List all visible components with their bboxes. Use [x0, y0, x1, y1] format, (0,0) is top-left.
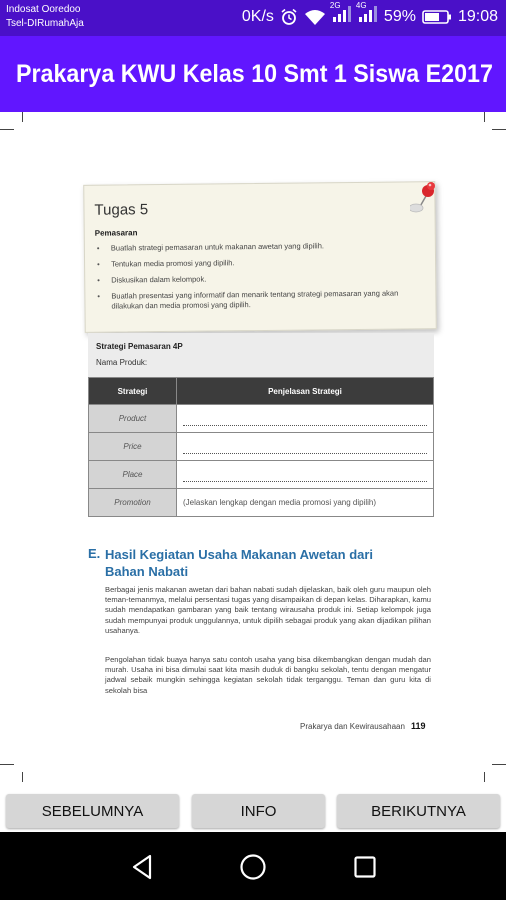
table-row — [89, 489, 434, 517]
section-title: Hasil Kegiatan Usaha Makanan Awetan dari Bahan Nabati — [105, 547, 374, 579]
crop-mark — [22, 772, 23, 782]
task-card — [83, 181, 437, 333]
dotted-line — [183, 416, 427, 426]
pushpin-icon — [410, 180, 440, 214]
list-item: • Diskusikan dalam kelompok. — [95, 272, 430, 286]
alarm-icon — [280, 8, 298, 26]
row-label: Promotion — [89, 489, 177, 517]
row-label: Product — [89, 405, 177, 433]
paragraph: Berbagai jenis makanan awetan dari bahan nabati sudah dijelaskan, baik oleh guru maupun oleh teman-temanmya, melalui persentasi tugas yang disampaikan di depan kelas. Diharapkan, kamu sudah mendapatkan gambaran yang baik tentang wirausaha produk ini. Setiap kelompok juga sudah mempunyai produk unggulannya, untuk dipilih sebagai produk yang akan dijadikan pilihan usahanya. — [105, 585, 431, 635]
signal-4g-group — [355, 1, 378, 27]
home-button[interactable] — [236, 850, 270, 884]
strategy-header — [88, 333, 434, 377]
crop-mark — [22, 112, 23, 122]
battery-icon — [422, 9, 452, 25]
strategy-table — [88, 377, 434, 517]
paragraph: Pengolahan tidak buaya hanya satu contoh usaha yang bisa dikembangkan dengan mudah dan murah. Usaha ini bisa dimulai saat kita masih duduk di bangku sekolah, tentu dengan mengatur jadwal sebaik mungkin sehingga kegiatan sekolah tidak terganggu. Teman dan guru kita di sekolah bisa — [105, 655, 431, 695]
task-list — [95, 240, 431, 318]
product-name-label: Nama Produk: — [96, 358, 148, 367]
network-type-2: 4G — [355, 1, 367, 10]
dotted-line — [183, 472, 427, 482]
app-bar — [0, 36, 506, 112]
recents-icon — [353, 855, 377, 879]
table-header-row — [89, 378, 434, 405]
back-icon — [130, 854, 154, 880]
row-value — [177, 461, 434, 489]
strategy-title: Strategi Pemasaran 4P — [96, 342, 183, 351]
row-label: Price — [89, 433, 177, 461]
page-number: 119 — [410, 721, 426, 731]
navigation-buttons — [0, 782, 506, 832]
carrier-line-1: Indosat Ooredoo — [6, 4, 81, 15]
list-item: • Buatlah strategi pemasaran untuk makanan awetan yang dipilih. — [95, 240, 430, 254]
signal-2g-group — [329, 1, 352, 27]
dotted-line — [183, 444, 427, 454]
battery-percent: 59% — [383, 7, 416, 25]
network-type-1: 2G — [329, 1, 341, 10]
info-button[interactable]: INFO — [192, 794, 325, 828]
crop-mark — [492, 129, 506, 130]
carrier-info — [6, 3, 84, 31]
table-row — [89, 433, 434, 461]
row-value — [177, 433, 434, 461]
row-label: Place — [89, 461, 177, 489]
home-icon — [239, 853, 267, 881]
section-letter: E. — [88, 546, 101, 561]
status-icons — [241, 1, 498, 27]
crop-mark — [0, 764, 14, 765]
list-item: • Buatlah presentasi yang informatif dan menarik tentang strategi pemasaran yang akan dilakukan dan media promosi yang dipilih. — [95, 288, 430, 312]
task-subtitle: Pemasaran — [94, 228, 138, 238]
previous-button[interactable]: SEBELUMNYA — [6, 794, 179, 828]
next-button[interactable]: BERIKUTNYA — [337, 794, 500, 828]
row-value: (Jelaskan lengkap dengan media promosi yang dipilih) — [177, 489, 434, 517]
status-bar — [0, 0, 506, 36]
carrier-line-2: Tsel-DIRumahAja — [6, 18, 84, 29]
task-title: Tugas 5 — [94, 201, 149, 219]
clock: 19:08 — [457, 7, 498, 25]
network-speed: 0K/s — [241, 7, 274, 25]
table-row — [89, 405, 434, 433]
column-header: Penjelasan Strategi — [177, 378, 434, 405]
column-header: Strategi — [89, 378, 177, 405]
crop-mark — [492, 764, 506, 765]
book-title: Prakarya dan Kewirausahaan — [300, 722, 405, 731]
page-footer — [300, 721, 425, 731]
table-row — [89, 461, 434, 489]
crop-mark — [484, 772, 485, 782]
system-navigation-bar — [0, 832, 506, 900]
recents-button[interactable] — [348, 850, 382, 884]
crop-mark — [484, 112, 485, 122]
back-button[interactable] — [125, 850, 159, 884]
wifi-icon — [304, 8, 326, 26]
list-item: • Tentukan media promosi yang dipilih. — [95, 256, 430, 270]
app-title: Prakarya KWU Kelas 10 Smt 1 Siswa E2017 — [16, 60, 493, 88]
crop-mark — [0, 129, 14, 130]
row-value — [177, 405, 434, 433]
